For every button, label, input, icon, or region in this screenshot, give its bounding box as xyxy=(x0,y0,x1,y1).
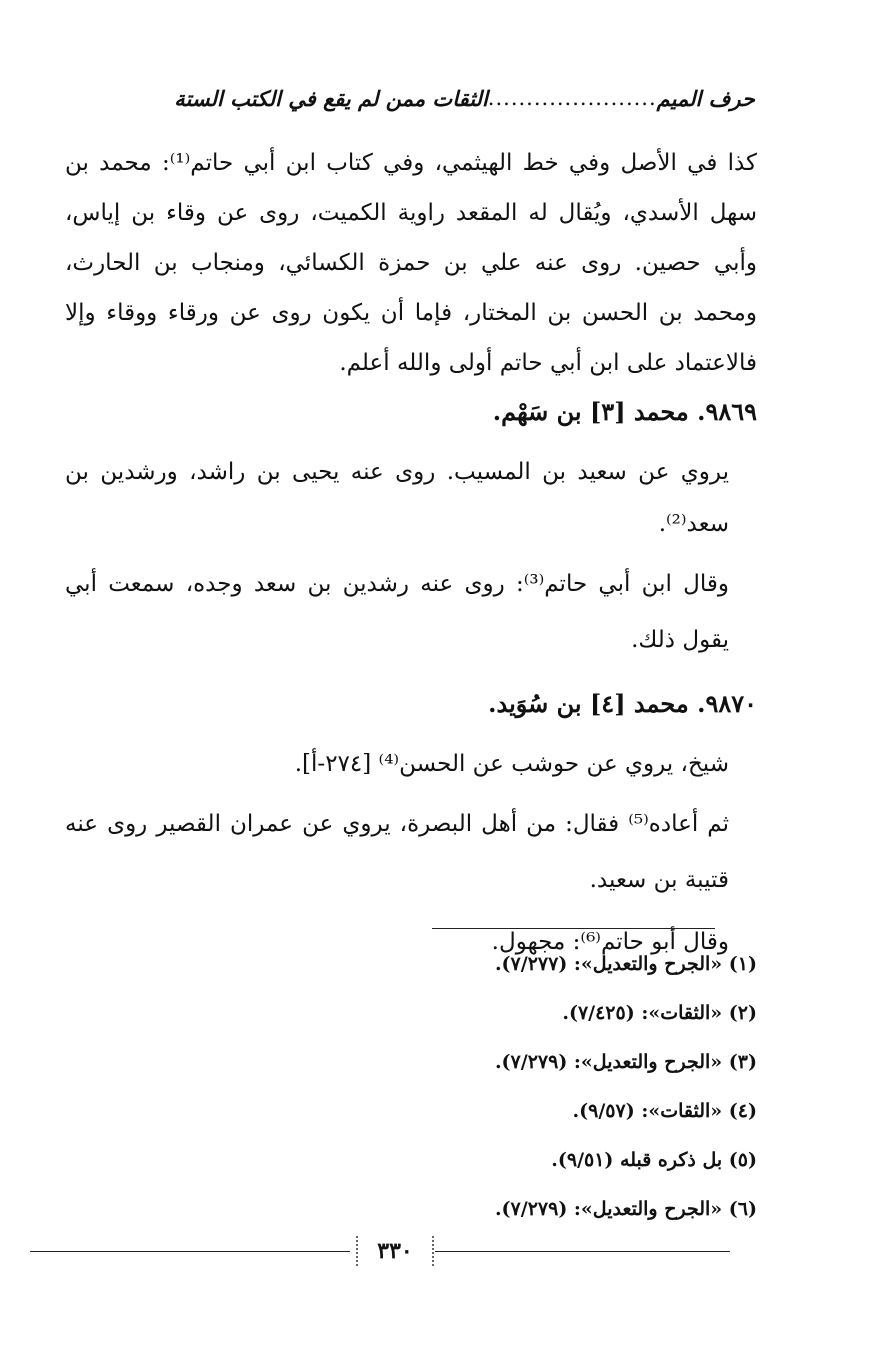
footnote-separator xyxy=(432,928,715,929)
paragraph-9869-abi-hatim: وقال ابن أبي حاتم⁽³⁾: روى عنه رشدين بن سعد وجده، سمعت أبي يقول ذلك. xyxy=(65,571,729,653)
dot-leader: ...................... xyxy=(487,86,657,110)
footnote-6: (٦) «الجرح والتعديل»: (٧/٢٧٩). xyxy=(494,1198,757,1220)
chapter-title: حرف الميم xyxy=(656,85,755,111)
page-footer xyxy=(30,1236,730,1266)
entry-heading-9869: ٩٨٦٩. محمد [٣] بن سَهْم. xyxy=(492,397,757,426)
footnote-2: (٢) «الثقات»: (٧/٤٢٥). xyxy=(562,1002,757,1024)
footnote-5: (٥) بل ذكره قبله (٩/٥١). xyxy=(551,1149,757,1171)
footnotes xyxy=(420,940,757,1234)
paragraph-9870-repeat: ثم أعاده⁽⁵⁾ فقال: من أهل البصرة، يروي عن عمران القصير روى عنه قتيبة بن سعيد. xyxy=(65,811,729,893)
page-number: ٣٣٠ xyxy=(356,1236,434,1266)
footnote-4: (٤) «الثقات»: (٩/٥٧). xyxy=(572,1100,757,1122)
footnote-3: (٣) «الجرح والتعديل»: (٧/٢٧٩). xyxy=(494,1051,757,1073)
paragraph-intro: كذا في الأصل وفي خط الهيثمي، وفي كتاب ابن أبي حاتم⁽¹⁾: محمد بن سهل الأسدي، ويُقال له المقعد راوية الكميت، روى عن وقاء بن إياس، وأبي حصين. روى عنه علي بن حمزة الكسائي، ومنجاب بن الحارث، ومحمد بن الحسن بن المختار، فإما أن يكون روى عن ورقاء ووقاء وإلا فالاعتماد على ابن أبي حاتم أولى والله أعلم. xyxy=(65,150,758,376)
entry-heading-9870: ٩٨٧٠. محمد [٤] بن سُوَيد. xyxy=(488,689,757,718)
footer-rule-right xyxy=(435,1251,730,1252)
running-header xyxy=(85,80,755,116)
footnote-1: (١) «الجرح والتعديل»: (٧/٢٧٧). xyxy=(494,953,757,975)
footer-rule-left xyxy=(30,1251,350,1252)
book-title: الثقات ممن لم يقع في الكتب الستة xyxy=(174,85,488,111)
main-text xyxy=(65,138,757,970)
paragraph-9869-narration: يروي عن سعيد بن المسيب. روى عنه يحيى بن راشد، ورشدين بن سعد⁽²⁾. xyxy=(65,459,729,537)
paragraph-9870-narration: شيخ، يروي عن حوشب عن الحسن⁽⁴⁾ [٢٧٤-أ]. xyxy=(294,751,729,777)
paragraph-9870-abu-hatim: وقال أبو حاتم⁽⁶⁾: مجهول. xyxy=(491,929,729,955)
